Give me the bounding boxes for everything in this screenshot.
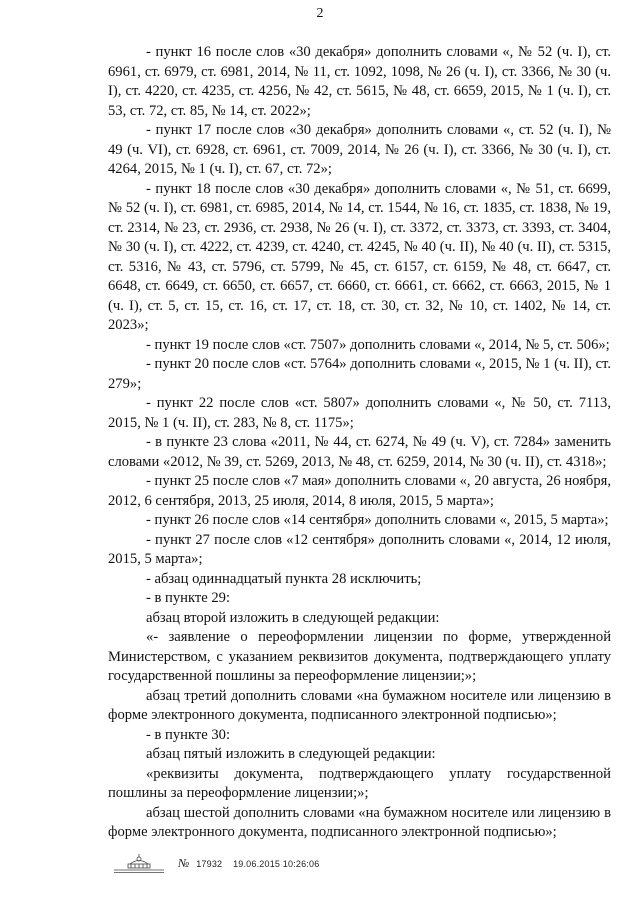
- document-body: [108, 43, 611, 843]
- paragraph: - пункт 20 после слов «ст. 5764» дополнить словами «, 2015, № 1 (ч. II), ст. 279»;: [108, 356, 611, 392]
- ministry-emblem-icon: [110, 852, 168, 874]
- paragraph: - в пункте 23 слова «2011, № 44, ст. 6274, № 49 (ч. V), ст. 7284» заменить словами «2012, № 39, ст. 5269, 2013, № 48, ст. 6259, 2014, № 30 (ч. II), ст. 4318»;: [108, 434, 611, 470]
- registration-footer: [110, 852, 319, 874]
- paragraph: - в пункте 29:: [146, 590, 231, 606]
- paragraph: абзац шестой дополнить словами «на бумажном носителе или лицензию в форме электронного документа, подписанного электронной подписью»;: [108, 804, 611, 840]
- paragraph: - пункт 17 после слов «30 декабря» дополнить словами «, ст. 52 (ч. I), № 49 (ч. VI), ст. 6928, ст. 6961, ст. 7009, 2014, № 26 (ч. I), ст. 3366, № 30 (ч. I), ст. 4264, 2015, № 1 (ч. I), ст. 67, ст. 72»;: [108, 122, 611, 177]
- paragraph: - пункт 19 после слов «ст. 7507» дополнить словами «, 2014, № 5, ст. 506»;: [146, 336, 610, 353]
- paragraph: - в пункте 30:: [146, 726, 231, 743]
- paragraph: «- заявление о переоформлении лицензии по форме, утвержденной Министерством, с указанием реквизитов документа, подтверждающего уплату государственной пошлины за переоформление лицензии;»;: [108, 629, 611, 684]
- registration-datetime: 19.06.2015 10:26:06: [233, 858, 320, 869]
- paragraph: абзац третий дополнить словами «на бумажном носителе или лицензию в форме электронного документа, подписанного электронной подписью»;: [108, 687, 611, 723]
- document-number: 17932: [196, 858, 223, 869]
- paragraph: - пункт 16 после слов «30 декабря» дополнить словами «, № 52 (ч. I), ст. 6961, ст. 6979, ст. 6981, 2014, № 11, ст. 1092, 1098, № 26 (ч. I), ст. 3366, № 30 (ч. I), ст. 4220, ст. 4235, ст. 4256, № 42, ст. 5615, № 48, ст. 6659, 2015, № 1 (ч. I), ст. 53, ст. 72, ст. 85, № 14, ст. 2022»;: [108, 44, 611, 119]
- paragraph: абзац второй изложить в следующей редакции:: [146, 609, 440, 626]
- paragraph: - пункт 22 после слов «ст. 5807» дополнить словами «, № 50, ст. 7113, 2015, № 1 (ч. II), ст. 283, № 8, ст. 1175»;: [108, 395, 611, 431]
- registration-stamp: [178, 856, 319, 871]
- paragraph: абзац пятый изложить в следующей редакции:: [146, 746, 436, 762]
- paragraph: «реквизиты документа, подтверждающего уплату государственной пошлины за переоформление лицензии;»;: [108, 765, 611, 801]
- page-number: 2: [316, 6, 324, 21]
- paragraph: - пункт 18 после слов «30 декабря» дополнить словами «, № 51, ст. 6699, № 52 (ч. I), ст. 6981, ст. 6985, 2014, № 14, ст. 1544, № 16, ст. 1835, ст. 1838, № 19, ст. 2314, № 23, ст. 2936, ст. 2938, № 26 (ч. I), ст. 3372, ст. 3373, ст. 3393, ст. 3404, № 30 (ч. I), ст. 4222, ст. 4239, ст. 4240, ст. 4245, № 40 (ч. II), № 40 (ч. II), ст. 5315, ст. 5316, № 43, ст. 5796, ст. 5799, № 45, ст. 6157, ст. 6159, № 48, ст. 6647, ст. 6648, ст. 6649, ст. 6650, ст. 6657, ст. 6660, ст. 6661, ст. 6662, ст. 6663, 2015, № 1 (ч. I), ст. 5, ст. 15, ст. 16, ст. 17, ст. 18, ст. 30, ст. 32, № 10, ст. 1402, № 14, ст. 2023»;: [108, 180, 611, 333]
- paragraph: - пункт 26 после слов «14 сентября» дополнить словами «, 2015, 5 марта»;: [146, 512, 609, 528]
- paragraph: - пункт 25 после слов «7 мая» дополнить словами «, 20 августа, 26 ноября, 2012, 6 сентября, 2013, 25 июля, 2014, 8 июля, 2015, 5 марта»;: [108, 473, 611, 509]
- number-sign: №: [178, 855, 190, 870]
- paragraph: - абзац одиннадцатый пункта 28 исключить;: [146, 570, 422, 587]
- paragraph: - пункт 27 после слов «12 сентября» дополнить словами «, 2014, 12 июля, 2015, 5 марта»;: [108, 531, 611, 567]
